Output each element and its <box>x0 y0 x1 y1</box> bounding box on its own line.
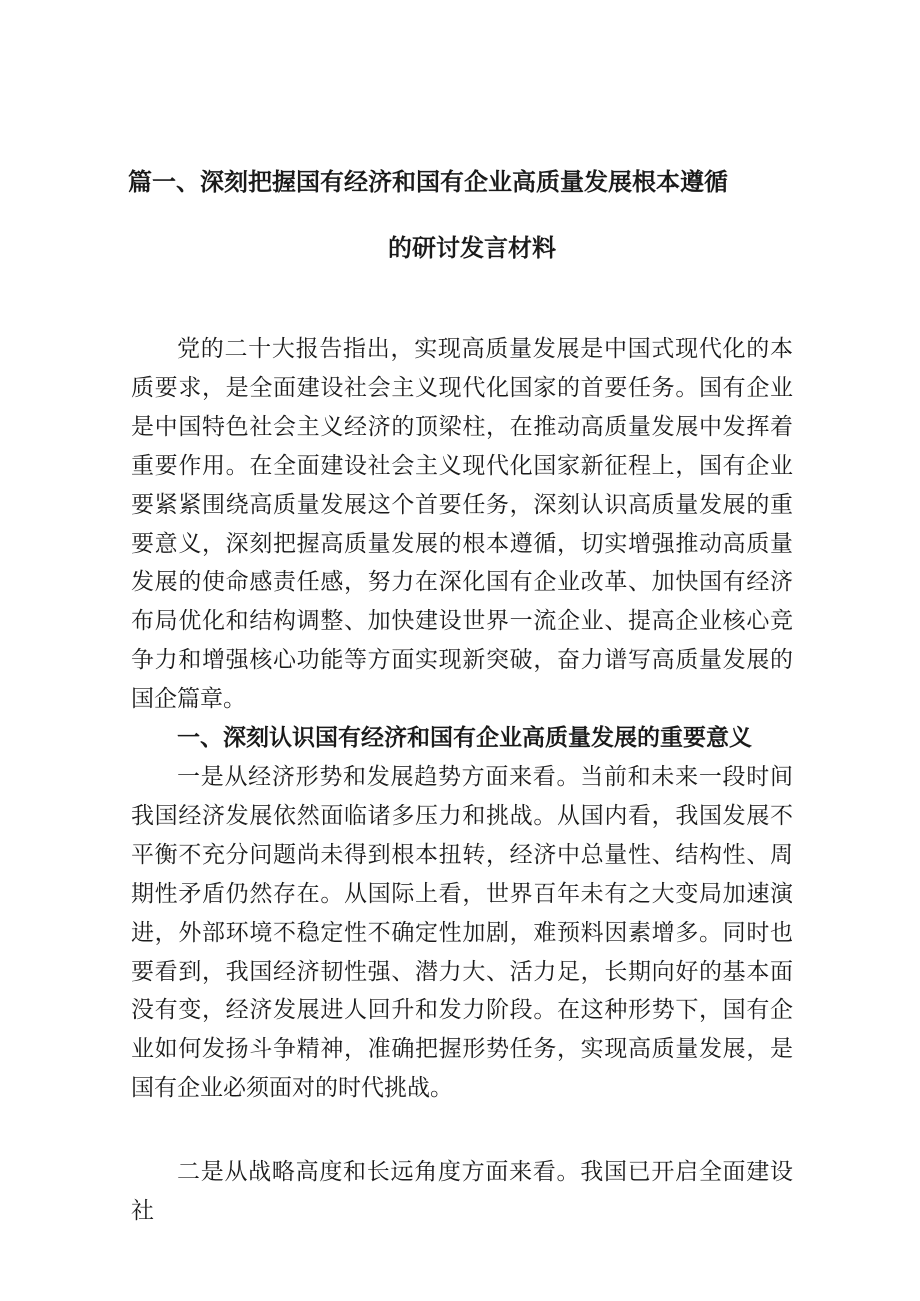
document-title-line-1: 篇一、深刻把握国有经济和国有企业高质量发展根本遵循 <box>128 168 728 196</box>
paragraph-intro: 党的二十大报告指出，实现高质量发展是中国式现代化的本质要求，是全面建设社会主义现代化国家的首要任务。国有企业是中国特色社会主义经济的顶梁柱，在推动高质量发展中发挥着重要作用。在全面建设社会主义现代化国家新征程上，国有企业要紧紧围绕高质量发展这个首要任务，深刻认识高质量发展的重要意义，深刻把握高质量发展的根本遵循，切实增强推动高质量发展的使命感责任感，努力在深化国有企业改革、加快国有经济布局优化和结构调整、加快建设世界一流企业、提高企业核心竞争力和增强核心功能等方面实现新突破，奋力谱写高质量发展的国企篇章。 <box>131 336 793 713</box>
document-title-line-2: 的研讨发言材料 <box>388 234 556 262</box>
section-heading: 一、深刻认识国有经济和国有企业高质量发展的重要意义 <box>177 725 752 751</box>
paragraph-economic-situation: 一是从经济形势和发展趋势方面来看。当前和未来一段时间我国经济发展依然面临诸多压力和挑战。从国内看，我国发展不平衡不充分问题尚未得到根本扭转，经济中总量性、结构性、周期性矛盾仍然存在。从国际上看，世界百年未有之大变局加速演进，外部环境不稳定性不确定性加剧，难预料因素增多。同时也要看到，我国经济韧性强、潜力大、活力足，长期向好的基本面没有变，经济发展进人回升和发力阶段。在这种形势下，国有企业如何发扬斗争精神，准确把握形势任务，实现高质量发展，是国有企业必须面对的时代挑战。 <box>131 764 793 1102</box>
paragraph-strategic-view: 二是从战略高度和长远角度方面来看。我国已开启全面建设社 <box>131 1159 793 1224</box>
